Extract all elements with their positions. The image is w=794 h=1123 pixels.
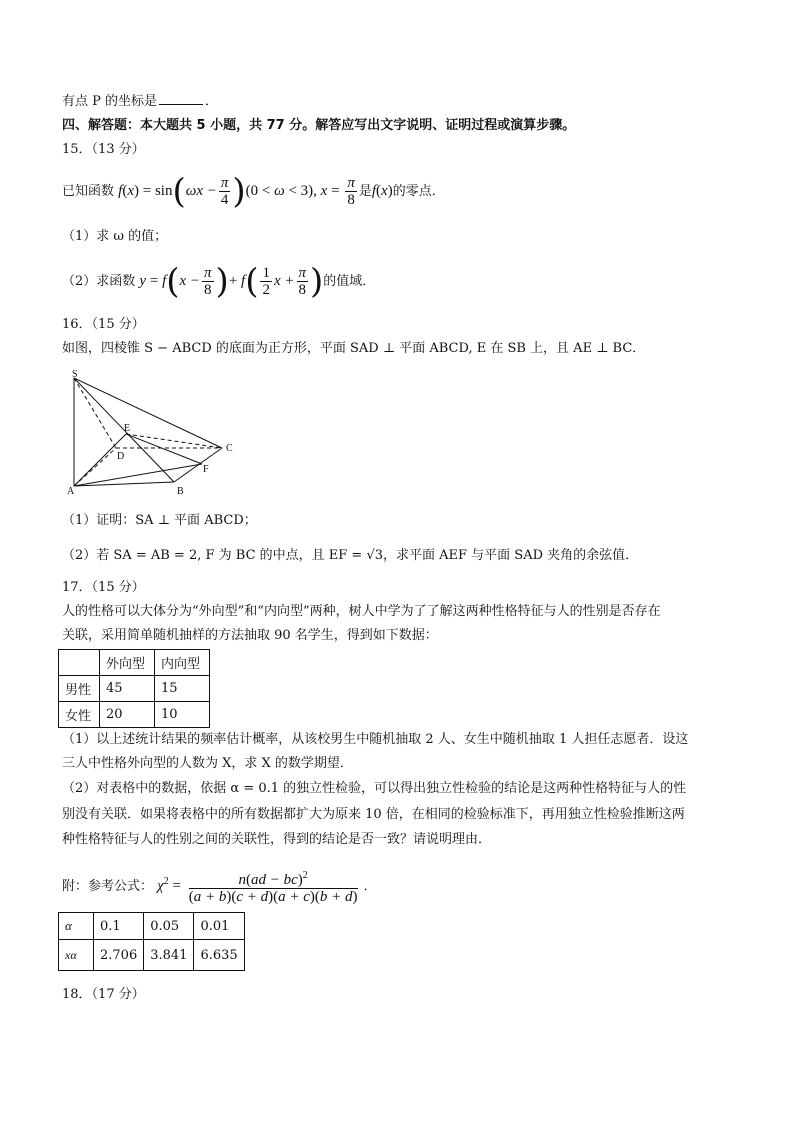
table-cell: 3.841 xyxy=(144,940,194,971)
q17-part1-a: （1）以上述统计结果的频率估计概率，从该校男生中随机抽取 2 人、女生中随机抽取 1 人担任志愿者．设这 xyxy=(62,732,689,747)
frac-pi-4: $\frac{\pi}{4}$ xyxy=(220,175,229,209)
q14-text: 有点 P 的坐标是 xyxy=(62,94,158,109)
table-cell: 女性 xyxy=(59,702,100,728)
q16-text: 如图，四棱锥 S − ABCD 的底面为正方形，平面 SAD ⊥ 平面 ABCD, E 在 SB 上，且 AE ⊥ BC． xyxy=(62,341,646,356)
q15-part2 xyxy=(62,261,376,302)
ref-table xyxy=(58,912,245,971)
table-cell: 外向型 xyxy=(100,650,155,676)
table-cell: 45 xyxy=(100,676,155,702)
table-cell: 内向型 xyxy=(155,650,210,676)
q15-header: 15．（13 分） xyxy=(62,142,145,157)
q17-part1-b: 三人中性格外向型的人数为 X，求 X 的数学期望． xyxy=(62,756,353,771)
table-cell: 10 xyxy=(155,702,210,728)
q17-text-2: 关联，采用简单随机抽样的方法抽取 90 名学生，得到如下数据： xyxy=(62,628,438,643)
q15-func-def: f(x) = sin(ωx − $\frac{\pi}{4}$ )(0 < ω < 3), x = $\frac{\pi}{8}$ xyxy=(118,171,355,212)
formula-label: 附：参考公式： xyxy=(62,879,154,894)
table-row xyxy=(59,702,210,728)
table-cell: 2.706 xyxy=(94,940,144,971)
table-cell: 0.01 xyxy=(194,913,244,940)
table-cell: 0.05 xyxy=(144,913,194,940)
pyramid-figure xyxy=(62,368,242,500)
q15-given-pre: 已知函数 xyxy=(62,184,115,199)
q15-given-post: 的零点． xyxy=(392,184,445,199)
q15-given: 已知函数 f(x) = sin(ωx − $\frac{\pi}{4}$ )(0 < ω < 3), x = $\frac{\pi}{8}$ 是f(x)的零点． xyxy=(62,171,445,212)
q18-header: 18．（17 分） xyxy=(62,987,145,1002)
q15-func-y: y = f(x − $\frac{\pi}{8}$ )+ f( $\frac{1}{2}$ x + $\frac{\pi}{8}$ ) xyxy=(139,261,324,302)
q16-part2: （2）若 SA = AB = 2, F 为 BC 的中点，且 EF = √3，求平面 AEF 与平面 SAD 夹角的余弦值． xyxy=(62,548,639,563)
q15-part1: （1）求 ω 的值； xyxy=(62,229,168,244)
q17-part2-b: 别没有关联．如果将表格中的所有数据都扩大为原来 10 倍，在相同的检验标准下，再用独立性检验推断这两 xyxy=(62,807,685,822)
table-cell: xα xyxy=(59,940,94,971)
frac-pi-8: $\frac{\pi}{8}$ xyxy=(347,175,355,209)
label-A: A xyxy=(67,486,75,497)
q17-data-table xyxy=(58,649,210,728)
q14-tail: 有点 P 的坐标是 ． xyxy=(62,94,219,109)
table-row xyxy=(59,913,245,940)
q16-part1: （1）证明：SA ⊥ 平面 ABCD； xyxy=(62,513,257,528)
q17-part2-c: 种性格特征与人的性别之间的关联性，得到的结论是否一致？请说明理由． xyxy=(62,832,492,847)
answer-blank xyxy=(159,92,203,105)
table-cell: 15 xyxy=(155,676,210,702)
table-cell: 男性 xyxy=(59,676,100,702)
chi-square-formula: $\chi^2$ = $\frac{n(ad - bc)^2}{(a + b)(c + d)(a + c)(b + d)}$ xyxy=(157,870,358,906)
table-row xyxy=(59,676,210,702)
q15-given-mid: 是 xyxy=(358,184,372,199)
table-cell: α xyxy=(59,913,94,940)
label-D: D xyxy=(117,451,125,462)
table-header-row xyxy=(59,650,210,676)
label-F: F xyxy=(203,464,209,475)
label-B: B xyxy=(177,486,184,497)
label-E: E xyxy=(124,423,131,434)
q17-part2-a: （2）对表格中的数据，依据 α = 0.1 的独立性检验，可以得出独立性检验的结论是这两种性格特征与人的性 xyxy=(62,781,687,796)
table-cell: 0.1 xyxy=(94,913,144,940)
q15-p2-pre: （2）求函数 xyxy=(62,274,136,289)
q17-formula: 附：参考公式： $\chi^2$ = $\frac{n(ad - bc)^2}{(a + b)(c + d)(a + c)(b + d)}$ ． xyxy=(62,870,377,906)
section-heading: 四、解答题：本大题共 5 小题，共 77 分。解答应写出文字说明、证明过程或演算步骤。 xyxy=(62,118,576,133)
label-S: S xyxy=(72,369,78,380)
q17-header: 17．（15 分） xyxy=(62,580,145,595)
table-cell xyxy=(59,650,100,676)
table-cell: 20 xyxy=(100,702,155,728)
q15-p2-post: 的值域． xyxy=(323,274,376,289)
label-C: C xyxy=(226,443,233,454)
table-cell: 6.635 xyxy=(194,940,244,971)
q16-header: 16．（15 分） xyxy=(62,317,145,332)
table-row xyxy=(59,940,245,971)
q17-text-1: 人的性格可以大体分为“外向型”和“内向型”两种，树人中学为了了解这两种性格特征与人的性别是否存在 xyxy=(62,604,661,619)
